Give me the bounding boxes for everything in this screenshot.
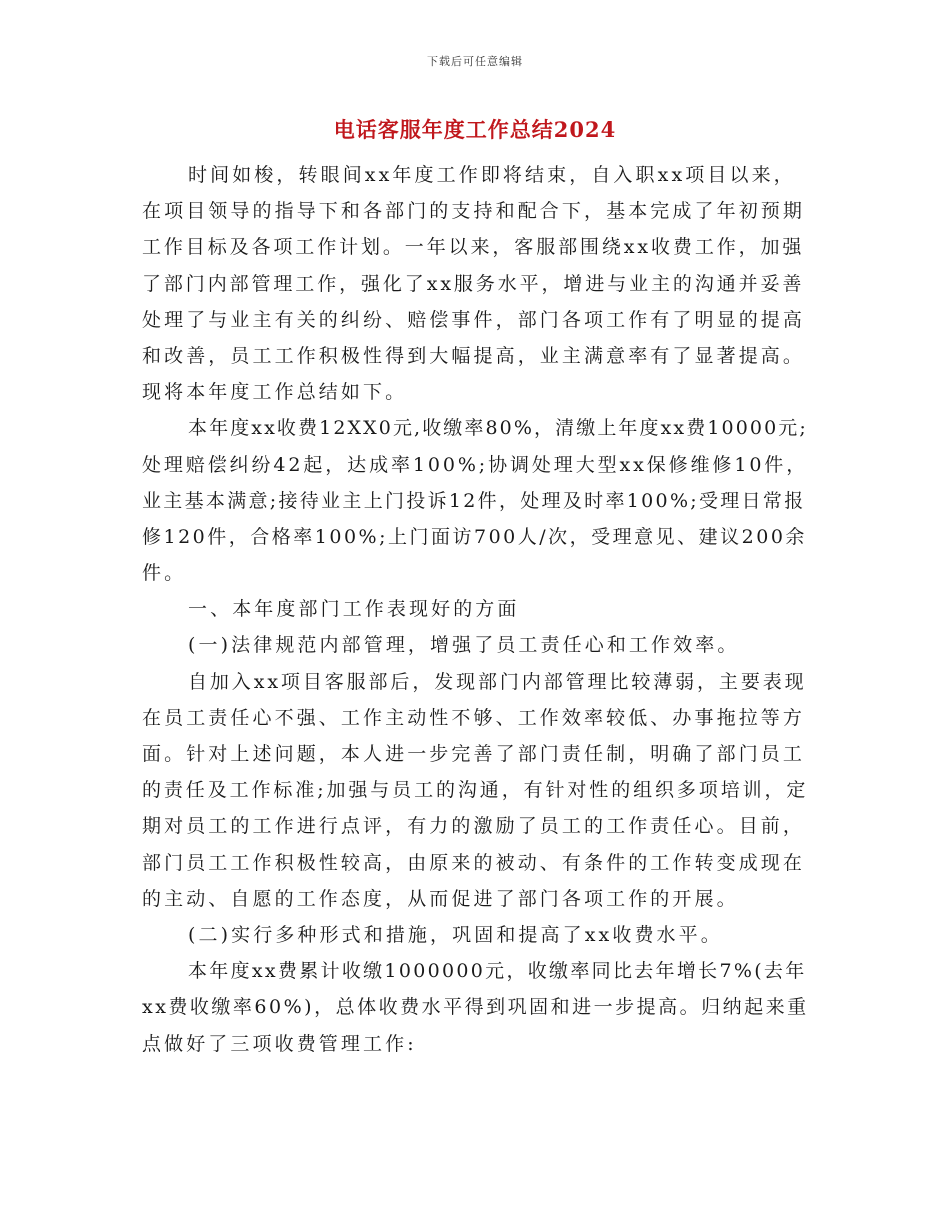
text-line: 自加入xx项目客服部后，发现部门内部管理比较薄弱，主要表现	[188, 670, 807, 693]
text-line: 工作目标及各项工作计划。一年以来，客服部围绕xx收费工作，加强	[142, 236, 805, 259]
text-line: 了部门内部管理工作，强化了xx服务水平，增进与业主的沟通并妥善	[142, 272, 805, 295]
text-line: 的责任及工作标准;加强与员工的沟通，有针对性的组织多项培训，定	[142, 779, 809, 802]
text-line: 一、本年度部门工作表现好的方面	[188, 598, 520, 621]
text-line: 期对员工的工作进行点评，有力的激励了员工的工作责任心。目前，	[142, 815, 806, 838]
text-line: 面。针对上述问题，本人进一步完善了部门责任制，明确了部门员工	[142, 743, 806, 765]
text-line: 的主动、自愿的工作态度，从而促进了部门各项工作的开展。	[142, 887, 739, 910]
text-line: 修120件，合格率100%;上门面访700人/次，受理意见、建议200余	[142, 525, 807, 548]
text-line: 处理了与业主有关的纠纷、赔偿事件，部门各项工作有了明显的提高	[142, 308, 806, 331]
text-line: 处理赔偿纠纷42起，达成率100%;协调处理大型xx保修维修10件，	[142, 453, 809, 476]
document-body	[142, 157, 810, 1062]
text-line: 点做好了三项收费管理工作:	[142, 1032, 417, 1055]
text-line: 本年度xx费累计收缴1000000元，收缴率同比去年增长7%(去年	[188, 960, 807, 983]
text-line: (二)实行多种形式和措施，巩固和提高了xx收费水平。	[188, 923, 723, 946]
header-note: 下载后可任意编辑	[427, 55, 523, 68]
text-line: 件。	[142, 562, 187, 585]
text-line: 本年度xx收费12XX0元,收缴率80%，清缴上年度xx费10000元;	[188, 417, 808, 440]
document-title: 电话客服年度工作总结2024	[333, 117, 617, 142]
text-line: 业主基本满意;接待业主上门投诉12件，处理及时率100%;受理日常报	[142, 489, 806, 512]
text-line: (一)法律规范内部管理，增强了员工责任心和工作效率。	[188, 634, 740, 657]
text-line: 在员工责任心不强、工作主动性不够、工作效率较低、办事拖拉等方	[142, 706, 806, 729]
text-line: 在项目领导的指导下和各部门的支持和配合下，基本完成了年初预期	[142, 200, 806, 223]
text-line: 时间如梭，转眼间xx年度工作即将结束，自入职xx项目以来，	[188, 164, 796, 186]
text-line: 现将本年度工作总结如下。	[142, 381, 408, 404]
text-line: 和改善，员工工作积极性得到大幅提高，业主满意率有了显著提高。	[142, 344, 806, 367]
text-line: 部门员工工作积极性较高，由原来的被动、有条件的工作转变成现在	[142, 851, 806, 874]
text-line: xx费收缴率60%)，总体收费水平得到巩固和进一步提高。归纳起来重	[142, 996, 809, 1019]
